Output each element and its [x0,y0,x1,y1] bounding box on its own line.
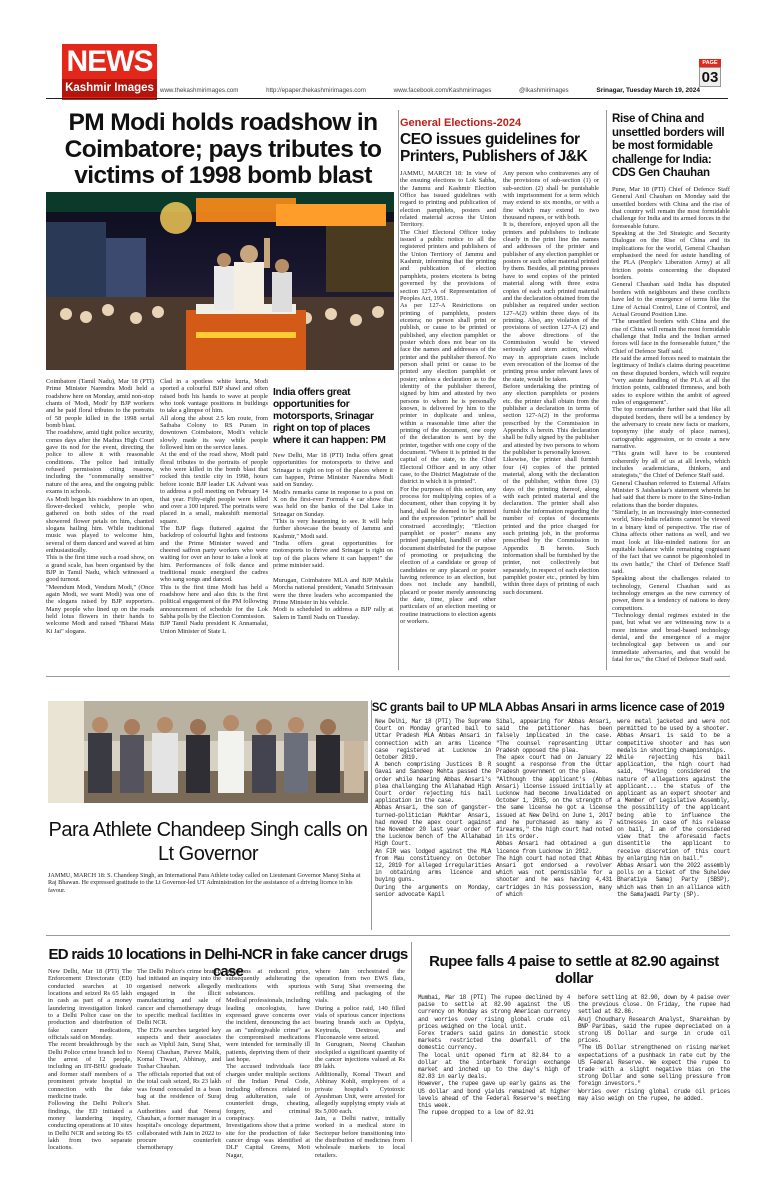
ceo-story-col2: Any person who contravenes any of the provisions of sub-section (1) or sub-section (2) shall be punishable with imprisonment for a term which may extend to six months, or with a fine which may extend to two thousand rupees, or with both. It is, therefore, enjoyed upon all the printers and publishers to indicate clearly in the print line the names and addresses of the printer and publisher of any election pamphlet or posters or such other material printed by them. Besides, all printing presses have to send copies of the printed material along with three extra copies of each such printed material and the declaration obtained from the publisher as required under section 127-A(2) within three days of its printing. Also, any violation of the provisions of section 127-A (2) and the above directions of the Commission would be viewed seriously and stern action, which may in appropriate cases include even revocation of the license of the printing press under relevant laws of the state, would be taken. Before undertaking the printing of any election pamphlets or posters etc. the printer shall obtain from the publisher a declaration in terms of section 127-A(2) in the proforma prescribed by the Commission in Appendix A herein. This declaration shall be fully signed by the publisher and attested by two persons to whom the publisher is personally known. Likewise, the printer shall furnish four (4) copies of the printed material, along with the declaration of the publisher, within three (3) days of the printing thereof, along with each printed material and the declaration. The printer shall also furnish the information regarding the number of copies of documents printed and the price charged for such printing job, in the proforma prescribed by the Commission in Appendix B hereto. Such information shall be furnished by the printer, not collectively but separately, in respect of each election pamphlet poster etc., printed by him within three days of printing of each such document. [503,170,599,596]
column-divider [411,942,412,1142]
header-rule [46,98,728,99]
pm-story-col1: Coimbatore (Tamil Nadu), Mar 18 (PTI) Prime Minister Narendra Modi held a roadshow here on Monday, amid non-stop chants of 'Modi, Modi' by BJP workers and he paid floral tributes to the portraits of 58 people killed in the 1998 serial bomb blast. The roadshow, amid tight police security, comes days after the Madras High Court gave its nod for the event, directing the police to allow it with reasonable conditions. The police had initially refused permission citing reasons, including the "communally sensitive" nature of the area, and the ongoing public exams in schools. As Modi began his roadshow in an open, flower-decked vehicle, people who gathered on both sides of the road showered flower petals on him, chanted slogans hailing him. While traditional music was played to welcome him, several of them danced and waved at him enthusiastically. This is the first time such a road show, on a grand scale, has been organised by the BJP in Tamil Nadu, which witnessed a good turnout. "Meendum Modi, Vendum Modi," (Once again Modi, we want Modi) was one of the slogans raised by BJP supporters. Many people who lined up on the roads held lotus flowers in their hands to welcome Modi and raised "Bharat Mata Ki Jai" slogans. [46,378,154,635]
sc-story-col2: Sibal, appearing for Abbas Ansari, said the petitioner has been falsely implicated in the case. "The counsel representing Uttar Pradesh opposed the plea. The apex court had on January 22 sought a response from the Uttar Pradesh government on the plea. "Although the applicant's (Abbas Ansari) license issued initially at Lucknow had become invalidated on October 1, 2015, on the strength of the same license he got a license issued at New Delhi on June 1, 2017 and he purchased as many as 7 firearms," the high court had noted in its order. Abbas Ansari had obtained a gun licence from Lucknow in 2012. The high court had noted that Abbas Ansari got endorsed a revolver which was not permissible for a shooter and he was having 4,431 cartridges in his possession, many of which [496,718,612,898]
headline-rupee: Rupee falls 4 paise to settle at 82.90 against dollar [429,953,719,987]
facebook-link[interactable]: www.facebook.com/Kashmirimages [393,86,492,94]
kicker-general-elections: General Elections-2024 [400,117,522,129]
ed-story-col2: The Delhi Police's crime branch had initiated an inquiry into the organised network allegedly engaged in the illicit manufacturing and sale of cancer and chemotherapy drugs to specific medical facilities in Delhi NCR. The ED's searches targeted key suspects and their associates such as Viphil Jain, Suraj Shat, Neeraj Chauhan, Parvez Malik, Komal Tiwari, Abhinay, and Tushar Chauhan. The officials reported that out of the total cash seized, Rs 23 lakh was found concealed in a bean bag at the residence of Suraj Shat. Authorities said that Neeraj Chauhan, a former manager in a hospital's oncology department, collaborated with Jain in 2022 to procure counterfeit chemotherapy [137,968,221,1152]
dateline: Srinagar, Tuesday March 19, 2024 [596,86,700,94]
masthead-title: NEWS [66,45,153,78]
china-story-body: Pune, Mar 18 (PTI) Chief of Defence Staff General Anil Chauhan on Monday said the unsettled borders with China and the rise of that country will remain the most formidable challenge for India and its armed forces in the foreseeable future. Speaking at the 3rd Strategic and Security Dialogue on the Rise of China and its implications for the world, General Chauhan emphasised the need for astute handling of the PLA (People's Liberation Army) at all friction points concerning the disputed borders. General Chauhan said India has disputed borders with neighbours and these conflicts have led to the emergence of terms like the Line of Actual Control, Line of Control, and Actual Ground Position Line. "The unsettled borders with China and the rise of China will remain the most formidable challenge that India and the Indian armed forces will face in the foreseeable future," the Chief of Defence Staff said. He said the armed forces need to maintain the legitimacy of India's claims during peacetime on these disputed borders, which will require "very astute handling of the PLA at all the friction points, calibrated firmness, and both sides to explore within the ambit of agreed rules of engagement". The top commander further said that like all disputed borders, there will be a tendency by the adversary to create new facts or markers, toponymy (the study of place names), cartographic aggression, or to create a new narrative. "This grain will have to be countered coherently by all of us at all levels, which includes academicians, thinkers, and strategists," the Chief of Defence Staff said. General Chauhan referred to External Affairs Minister S Jaishankar's statement wherein he had said that there is more to the Sino-Indian relations than the border disputes. "Similarly, in an increasingly inter-connected world, Sino-India relations cannot be viewed in a binary kind of perspective. The rise of China affects other nations as well, and we must look at like-minded nations for an equitable balance while remaining cognisant of the fact that we cannot be pigeonholed in its own battle," the Chief of Defence Staff said. Speaking about the challenges related to technology, General Chauhan said as technology emerges as the new currency of power, there is a tendency of nations to deny competitors. "Technology denial regimes existed in the past, but what we are witnessing now is a more intense and broad-based technology denial, and the emergence of a major technological gap between us and our immediate adversaries, and that would be fatal for us," the Chief of Defence Staff said. [612,186,730,663]
masthead-subtitle: Kashmir Images [62,79,157,97]
sc-story-col1: New Delhi, Mar 18 (PTI) The Supreme Court on Monday granted bail to Uttar Pradesh MLA Abbas Ansari in connection with an arms licence case registered at Lucknow in October 2019. A bench comprising Justices B R Gavai and Sandeep Mehta passed the order while hearing Abbas Ansari's plea challenging the Allahabad High Court order rejecting his bail application in the case. Abbas Ansari, the son of gangster-turned-politician Mukhtar Ansari, had moved the apex court against the November 20 last year order of the Lucknow bench of the Allahabad High Court. An FIR was lodged against the MLA from Mau constituency on October 12, 2019 for alleged irregularities in obtaining arms licence and buying guns. During the arguments on Monday, senior advocate Kapil [375,718,491,898]
headline-ceo-guidelines: CEO issues guidelines for Printers, Publishers of J&K [400,131,588,165]
sc-story-col3: were metal jacketed and were not permitted to be used by a shooter. Abbas Ansari is said to be a competitive shooter and has won medals in shooting championships. While rejecting his bail application, the high court had said, "Having considered the nature of allegations against the applicant... the status of the applicant as an expert shooter and a Member of Legislative Assembly, the possibility of the applicant being able to influence the witnesses in case of his release on bail, I am of the considered view that the aforesaid facts disentitle the applicant to receive discretion of this court by enlarging him on bail." Abbas Ansari won the 2022 assembly polls on a ticket of the Suheldev Bharatiya Samaj Party (SBSP), which was then in an alliance with the Samajwadi Party (SP). [617,718,730,898]
page-number-box [699,59,721,87]
rupee-story-col1: Mumbai, Mar 18 (PTI) The rupee declined by 4 paise to settle at 82.90 against the US currency on Monday as strong American currency and worries over rising global crude oil prices weighed on the local unit. Forex traders said gains in domestic stock markets restricted the downfall of the domestic currency. The local unit opened firm at 82.84 to a dollar at the interbank foreign exchange market and inched up to the day's high of 82.83 in early deals. However, the rupee gave up early gains as the US dollar and bond yields remained at higher levels ahead of the Federal Reserve's meeting this week. The rupee dropped to a low of 82.91 [418,994,570,1117]
headline-ed-raids: ED raids 10 locations in Delhi-NCR in fake cancer drugs case [48,946,408,980]
photo-meeting [48,701,368,803]
headline-china-borders: Rise of China and unsettled borders will be most formidable challenge for India: CDS Gen Chauhan [612,113,725,179]
india-story-body: New Delhi, Mar 18 (PTI) India offers great opportunities for motorsports to thrive and Srinagar is right on top of the places where it can happen, Prime Minister Narendra Modi said on Sunday. Modi's remarks came in response to a post on X on the first-ever Formula 4 car show that was held on the banks of the Dal Lake in Srinagar on Sunday. "This is very heartening to see. It will help further showcase the beauty of Jammu and Kashmir," Modi said. "India offers great opportunities for motorsports to thrive and Srinagar is right on top of the places where it can happen!" the prime minister said. [273,452,393,570]
column-divider [371,700,372,930]
page-label: PAGE [699,59,721,67]
headline-sc-bail: SC grants bail to UP MLA Abbas Ansari in arms licence case of 2019 [371,702,725,714]
headline-pm-roadshow: PM Modi holds roadshow in Coimbatore; pays tributes to victims of 1998 bomb blast [64,109,382,189]
photo-roadshow [46,192,394,370]
site-link[interactable]: www.thekashmirimages.com [160,86,239,94]
headline-para-athlete: Para Athlete Chandeep Singh calls on Lt Governor [48,819,368,865]
page-number: 03 [699,67,721,87]
column-divider [398,110,399,670]
section-rule [46,676,730,677]
photo-roadshow-icon [46,192,394,370]
column-divider [606,110,607,670]
para-story-body: JAMMU, MARCH 18: S. Chandeep Singh, an International Para Athlete today called on Lieutenant Governor Manoj Sinha at Raj Bhawan. He expressed gratitude to the Lt Governor-led UT Administration for the assistance of a driving licence in his favour. [48,872,361,894]
section-rule [46,935,730,936]
ed-story-col3: injections at reduced price, subsequently adulterating the medications with spurious substances. Medical professionals, including leading oncologists, have expressed grave concerns over the incident, denouncing the act as an "unforgivable crime" as the compromised medications were intended for terminally ill patients, depriving them of their last hope. The accused individuals face charges under multiple sections of the Indian Penal Code, including offences related to drug adulteration, sale of counterfeit drugs, cheating, forgery, and criminal conspiracy. Investigations show that a prime site for the production of fake cancer drugs was identified at DLF Capital Greens, Moti Nagar, [226,968,310,1159]
top-info-bar [160,84,700,96]
ceo-story-col1: JAMMU, MARCH 18: In view of the ensuing elections to Lok Sabha, the Jammu and Kashmir Election Office has issued guidelines with regard to printing and publication of election pamphlets, posters and related material across the Union Territory. The Chief Electoral Officer today issued a public notice to all the registered printers and publishers of the Union Territory of Jammu and Kashmir, informing that the printing and publication of election pamphlets, posters etcetera is being governed by the provisions of section 127-A of Representation of Peoples Act, 1951. As per 127-A Restrictions on printing of pamphlets, posters etcetera; no person shall print or publish, or cause to be printed or published, any election pamphlet or poster which does not bear on its face the names and addresses of the printer and the publisher thereof. No person shall print or cause to be printed any election pamphlet or poster; unless a declaration as to the identity of the publisher thereof, signed by him and attested by two persons to whom he is personally known, is delivered by him to the printer in duplicate and unless, within a reasonable time after the printing of the document, one copy of the declaration is sent by the printer, together with one copy of the document. "Where it is printed in the capital of the state, to the Chief Electoral Officer and in any other case, to the District Magistrate of the district in which it is printed". For the purposes of this section, any process for multiplying copies of a document, other than copying it by hand, shall be deemed to be printed and the expression "printer" shall be construed accordingly; "Election pamphlet or poster" means any printed pamphlet, handbill or other document distributed for the purpose of promoting or prejudicing the election of a candidate or group of candidates or any placard or poster having reference to an election, but does not include any handbill, placard or poster merely announcing the date, time, place and other particulars of an election meeting or routine instructions to election agents or workers. [400,170,496,625]
pm-story-col2: Clad in a spotless white kurta, Modi sported a colourful BJP shawl and often raised both his hands to wave at people who took vantage positions in buildings to take a glimpse of him. All along the about 2.5 km route, from Saibaba Colony to RS Puram in downtown Coimbatore, Modi's vehicle slowly made its way while people followed him on the service lanes. At the end of the road show, Modi paid floral tributes to the portraits of people who were killed in the bomb blast that rocked this textile city in 1998, hours before iconic BJP leader LK Advani was to address a poll meeting on February 14 that year. Fifty-eight people were killed and over a 100 injured. The portraits were placed in a small, makeshift memorial square. The BJP flags fluttered against the backdrop of colourful lights and festoons and the Prime Minister waved and cheered saffron party workers who were waiting for over an hour to take a look at him. Performances of folk dance and traditional music energised the cadres who sang songs and danced. This is the first time Modi has held a roadshow here and also this is the first political engagement of the PM following announcement of schedule for the Lok Sabha polls by the Election Commission. BJP Tamil Nadu president K Annamalai, Union Minister of State L [160,378,268,635]
ed-story-col4: where Jain orchestrated the operation from two EWS flats, with Suraj Shat overseeing the refilling and packaging of the vials. During a police raid, 140 filled vials of spurious cancer injections bearing brands such as Opdyta, Keytruda, Dextrose, and Fluconazole were seized. In Gurugram, Neeraj Chauhan stockpiled a significant quantity of the cancer injections valued at Rs 89 lakh. Additionally, Komal Tiwari and Abhinay Kohli, employees of a private hospital's Cytotoxic Ayushman Unit, were arrested for allegedly supplying empty vials at Rs 5,000 each. Jain, a Delhi native, initially worked in a medical store in Sectorpur before transitioning into the distribution of medicines from wholesale markets to local retailers. [315,968,405,1159]
pm-story-tail: Murugan, Coimbatore MLA and BJP Mahila Morcha national president, Vanathi Srinivasan were the three leaders who accompanied the Prime Minister in his vehicle. Modi is scheduled to address a BJP rally at Salem in Tamil Nadu on Tuesday. [273,577,393,621]
photo-meeting-icon [48,701,368,803]
masthead [62,44,157,100]
headline-motorsports: India offers great opportunities for motorsports, Srinagar right on top of places where it can happen: PM [273,387,386,446]
epaper-link[interactable]: http://epaper.thekashmirimages.com [266,86,366,94]
rupee-story-col2: before settling at 82.90, down by 4 paise over the previous close. On Friday, the rupee had settled at 82.86. Anuj Choudhary Research Analyst, Sharekhan by BNP Paribas, said the rupee depreciated on a strong US Dollar and surge in crude oil prices. "The US Dollar strengthened on rising market expectations of a pushback in rate cut by the US Federal Reserve. We expect the rupee to trade with a slight negative bias on the strong Dollar and some selling pressure from foreign investors." Worries over rising global crude oil prices may also weigh on the rupee, he added. [578,994,730,1102]
twitter-link[interactable]: @Ikashmirimages [519,86,569,94]
ed-story-col1: New Delhi, Mar 18 (PTI) The Enforcement Directorate (ED) conducted searches at 10 locations and seized Rs 65 lakh in cash as part of a money laundering investigation linked to a Delhi Police case on the production and distribution of fake cancer medications, officials said on Monday. The recent breakthrough by the Delhi Police crime branch led to the arrest of 12 people, including an IIT-BHU graduate and former staff members of a prominent private hospital in connection with the fake medicine trade. Following the Delhi Police's findings, the ED initiated a money laundering inquiry, conducting operations at 10 sites in Delhi NCR and seizing Rs 65 lakh from two separate locations. [48,968,132,1152]
